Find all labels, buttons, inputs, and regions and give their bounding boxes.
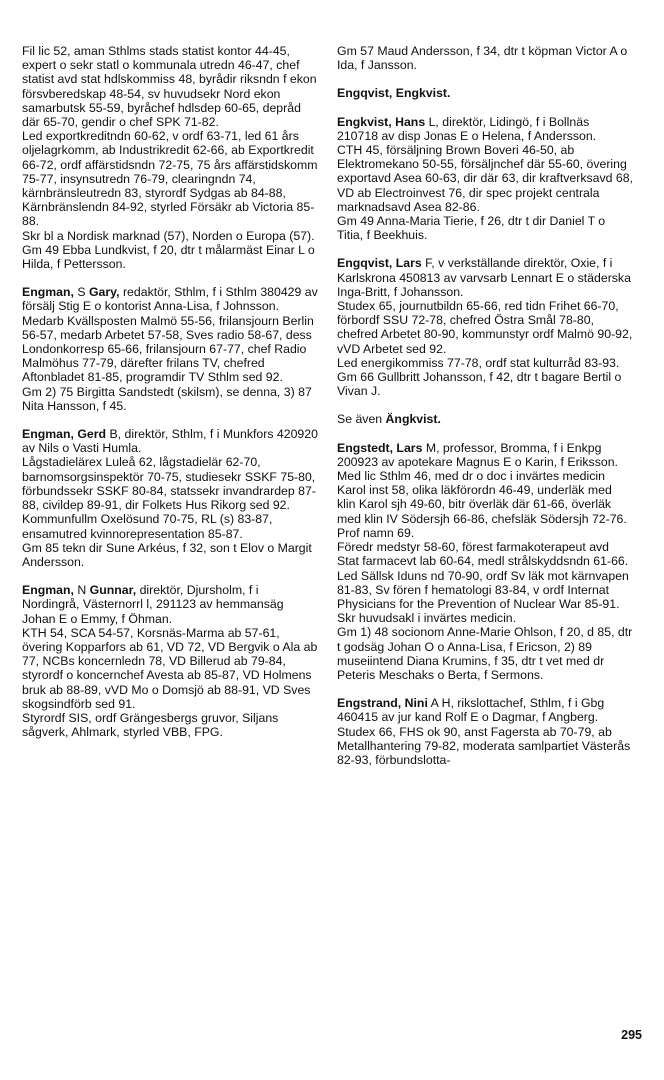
paragraph: Skr huvudsakl i invärtes medicin. [337,611,517,626]
entry-engman-gunnar [22,583,318,739]
paragraph: Fil lic 52, aman Sthlms stads statist kontor 44-45, expert o sekr statl o kommunala utredn 46-47, chef statist avd stat hdlskommiss 48, byrådir riksndn f ekon försvberedskap 48-54, sv huvudsekr Nord ekon samarbutsk 55-59, byråchef hdlsdep 60-65, depråd där 65-70, gendir o chef SPK 71-82. [22,44,317,130]
given-name: Gunnar, [89,583,137,598]
entry-engkvist-hans [337,115,633,243]
paragraph: Kommunfullm Oxelösund 70-75, RL (s) 83-87, ensamutred kvinnorepresentation 85-87. [22,512,273,541]
right-column [337,44,633,781]
paragraph: Gm 2) 75 Birgitta Sandstedt (skilsm), se denna, 3) 87 Nita Hansson, f 45. [22,384,312,413]
paragraph [337,256,633,299]
paragraph [22,285,318,313]
paragraph: Prof namn 69. [337,525,415,540]
entry-headword: Engkvist, Hans [337,114,426,129]
paragraph [337,441,633,469]
entry-headword: Engstedt, Lars [337,440,423,455]
entry-intro: direktör, Djursholm, f i Nordingrå, Västernorrl l, 291123 av hemmansäg Johan E o Emmy, f Öhman. [22,583,284,626]
entry-engstrand-nini [337,696,633,767]
paragraph: Led Sällsk Iduns nd 70-90, ordf Sv läk mot kärnvapen 81-83, Sv fören f hematologi 83-84, v ordf Internat Physicians for the Prevention of Nuclear War 85-91. [337,568,629,611]
entry-engman-gerd [22,427,318,569]
paragraph: Lågstadielärex Luleå 62, lågstadielär 62-70, barnomsorgsinspektör 70-75, studiesekr SSKF 75-80, förbundssekr SSKF 80-84, statssekr invandrardep 87-88, civildep 89-91, dir Folkets Hus Rikorg sed 92. [22,455,316,513]
given-name-initial: N [77,583,87,598]
entry-engqvist-lars [337,256,633,398]
paragraph: Skr bl a Nordisk marknad (57), Norden o Europa (57). [22,228,315,243]
paragraph: Med lic Sthlm 46, med dr o doc i invärtes medicin Karol inst 58, olika läkförordn 46-49, underläk med klin Karol sjh 49-60, bitr överläk där 61-66, överläk med klin IV Södersjh 66-86, chefsläk Södersjh 72-76. [337,469,627,526]
entry-see-also [337,412,633,426]
paragraph: Studex 65, journutbildn 65-66, red tidn Frihet 66-70, förbordf SSU 72-78, chefred Östra Smål 78-80, chefred Arbetet 80-90, kommunstyr ordf Malmö 90-92, vVD Arbetet sed 92. [337,299,633,356]
entry-headword: Engqvist, Lars [337,256,422,271]
paragraph [337,412,633,426]
paragraph: Led exportkreditndn 60-62, v ordf 63-71, led 61 års oljelagrkomm, ab Industrikredit 62-66, ab Exportkredit 66-72, ordf affärstidsndn 72-75, 75 års affärstidskomm 75-77, insynsutredn 76-79, clearingndn 74, kärnbränsleutredn 83, styrordf Sydgas ab 84-88, Kärnbränslendn 84-92, styrled Försäkr ab Victoria 85-88. [22,129,318,229]
paragraph: Gm 1) 48 socionom Anne-Marie Ohlson, f 20, d 85, dtr t godsäg Johan O o Anna-Lisa, f Ericson, 2) 89 museiintend Diana Krumins, f 35, dtr t vet med dr Peteris Meschaks o Berta, f Sermons. [337,625,633,682]
page-number: 295 [621,1028,642,1042]
paragraph [22,583,318,626]
entry-continued [337,44,633,72]
entry-intro: F, v verkställande direktör, Oxie, f i Karlskrona 450813 av varvsarb Lennart E o städerska Inga-Britt, f Johansson. [337,256,631,299]
paragraph: Gm 66 Gullbritt Johansson, f 42, dtr t bagare Bertil o Vivan J. [337,370,622,399]
see-also-target: Ängkvist. [385,412,441,427]
entry-intro: M, professor, Bromma, f i Enkpg 200923 av apotekare Magnus E o Karin, f Eriksson. [337,440,618,469]
paragraph: Styrordf SIS, ordf Grängesbergs gruvor, Siljans sågverk, Ahlmark, styrled VBB, FPG. [22,710,279,740]
paragraph: Led energikommiss 77-78, ordf stat kulturråd 83-93. [337,355,620,370]
entry-intro: redaktör, Sthlm, f i Sthlm 380429 av försälj Stig E o kontorist Anna-Lisa, f Johnsson. [22,285,318,314]
paragraph: KTH 54, SCA 54-57, Korsnäs-Marma ab 57-61, övering Kopparfors ab 61, VD 72, VD Bergvik o Ala ab 77, NCBs koncernledn 78, VD Billerud ab 79-84, styrordf o koncernchef Avesta ab 85-87, VD Holmens bruk ab 88-89, vVD Mo o Domsjö ab 88-91, VD Sves skogsindförb sed 91. [22,625,318,711]
paragraph [337,696,633,724]
entry-engman-gary [22,285,318,413]
entry-engqvist-crossref [337,86,633,100]
paragraph [337,115,633,143]
paragraph: Gm 49 Anna-Maria Tierie, f 26, dtr t dir Daniel T o Titia, f Beekhuis. [337,214,606,243]
entry-headword: Engman, [22,285,74,300]
entry-headword: Engstrand, Nini [337,696,428,711]
paragraph: Gm 49 Ebba Lundkvist, f 20, dtr t målarmäst Einar L o Hilda, f Pettersson. [22,242,315,272]
entry-intro: B, direktör, Sthlm, f i Munkfors 420920 av Nils o Vasti Humla. [22,427,318,456]
given-name-initial: S [77,285,86,300]
paragraph: CTH 45, försäljning Brown Boveri 46-50, ab Elektromekano 50-55, försäljnchef där 55-60, övering exportavd Asea 60-63, dir där 63, dir kraftverksavd 68, VD ab Electroinvest 76, dir spec projekt centrala marknadsavd Asea 82-86. [337,143,633,214]
entry-headword: Engman, [22,583,74,598]
entry-continued [22,44,318,271]
paragraph [22,427,318,455]
entry-headword: Engman, Gerd [22,427,107,442]
paragraph: Gm 85 tekn dir Sune Arkéus, f 32, son t Elov o Margit Andersson. [22,540,312,569]
entry-intro: A H, rikslottachef, Sthlm, f i Gbg 460415 av jur kand Rolf E o Dagmar, f Angberg. [337,696,605,725]
entry-intro: L, direktör, Lidingö, f i Bollnäs 210718 av disp Jonas E o Helena, f Andersson. [337,114,597,143]
entry-engstedt-lars [337,441,633,682]
paragraph: Medarb Kvällsposten Malmö 55-56, frilansjourn Berlin 56-57, medarb Arbetet 57-58, Sves radio 58-67, dess Londonkorresp 65-66, frilansjourn 67-77, chef Radio Malmöhus 77-79, därefter frilans TV, chefred Aftonbladet 81-85, programdir TV Sthlm sed 92. [22,313,314,385]
paragraph: Föredr medstyr 58-60, förest farmakoterapeut avd Stat farmacevt lab 60-64, medl strålskyddsndn 61-66. [337,540,629,569]
left-column [22,44,318,753]
given-name: Gary, [88,285,120,300]
see-also-prefix: Se även [337,412,383,427]
paragraph: Studex 66, FHS ok 90, anst Fagersta ab 70-79, ab Metallhantering 79-82, moderata samlpartiet Västerås 82-93, förbundslotta- [337,724,631,767]
entry-headword: Engqvist, Engkvist. [337,86,451,101]
paragraph: Gm 57 Maud Andersson, f 34, dtr t köpman Victor A o Ida, f Jansson. [337,44,628,73]
